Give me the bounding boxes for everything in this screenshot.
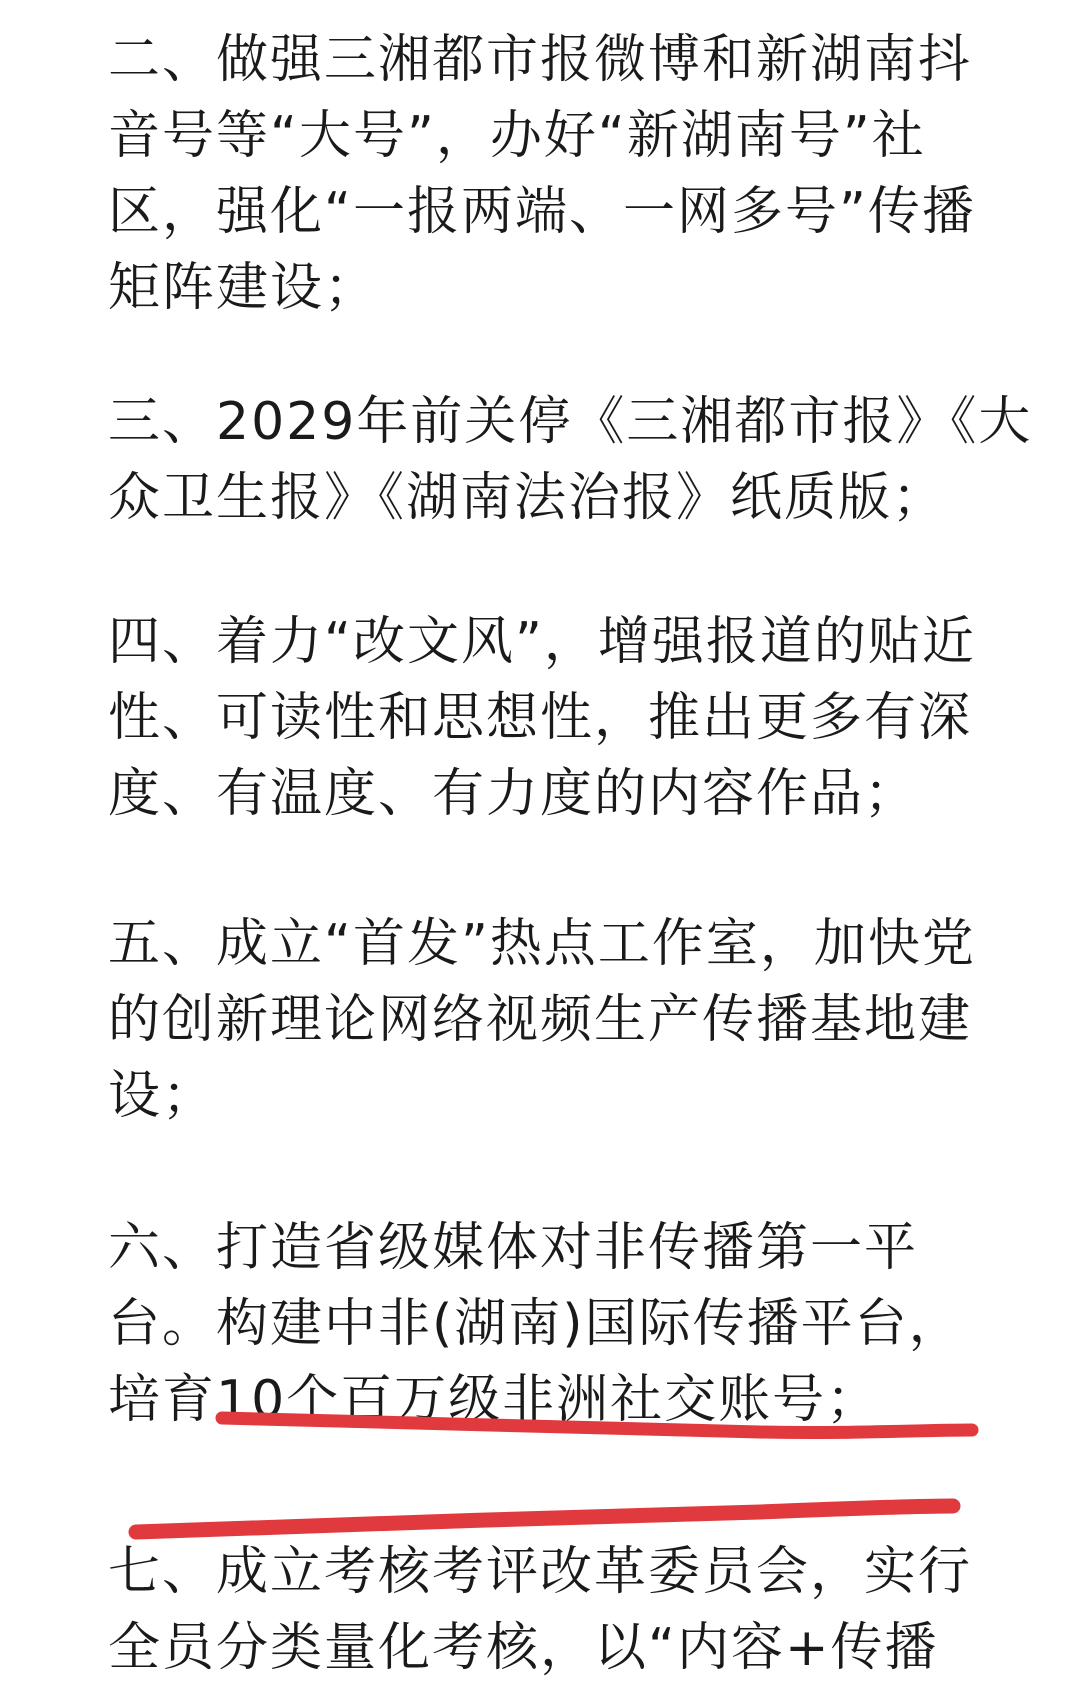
paragraph-4 <box>108 604 978 832</box>
text-line: 三、2029年前关停《三湘都市报》《大 <box>108 392 1033 452</box>
text-line: 的创新理论网络视频生产传播基地建 <box>108 990 973 1050</box>
text-line: 音号等“大号”，办好“新湖南号”社 <box>108 106 926 166</box>
text-line: 众卫生报》《湖南法治报》纸质版； <box>108 468 947 528</box>
text-line: 七、成立考核考评改革委员会，实行 <box>108 1542 973 1602</box>
text-line: 六、打造省级媒体对非传播第一平 <box>108 1218 919 1278</box>
paragraph-6 <box>108 1210 978 1438</box>
text-line: 设； <box>108 1066 217 1126</box>
paragraph-2 <box>108 22 978 326</box>
text-line: 区，强化“一报两端、一网多号”传播 <box>108 182 976 242</box>
paragraph-5 <box>108 906 978 1134</box>
red-underline-stroke <box>136 1506 953 1532</box>
text-line: 二、做强三湘都市报微博和新湖南抖 <box>108 30 973 90</box>
text-line: 矩阵建设； <box>108 258 379 318</box>
text-line: 度、有温度、有力度的内容作品； <box>108 764 919 824</box>
text-line: 培育10个百万级非洲社交账号； <box>108 1370 881 1430</box>
text-line: 全员分类量化考核，以“内容+传播 <box>108 1618 939 1678</box>
paragraph-3 <box>108 384 1033 536</box>
text-line: 五、成立“首发”热点工作室，加快党 <box>108 914 976 974</box>
text-line: 台。构建中非(湖南)国际传播平台， <box>108 1294 963 1354</box>
text-line: 四、着力“改文风”，增强报道的贴近 <box>108 612 976 672</box>
text-line: 性、可读性和思想性，推出更多有深 <box>108 688 973 748</box>
paragraph-7 <box>108 1534 978 1686</box>
